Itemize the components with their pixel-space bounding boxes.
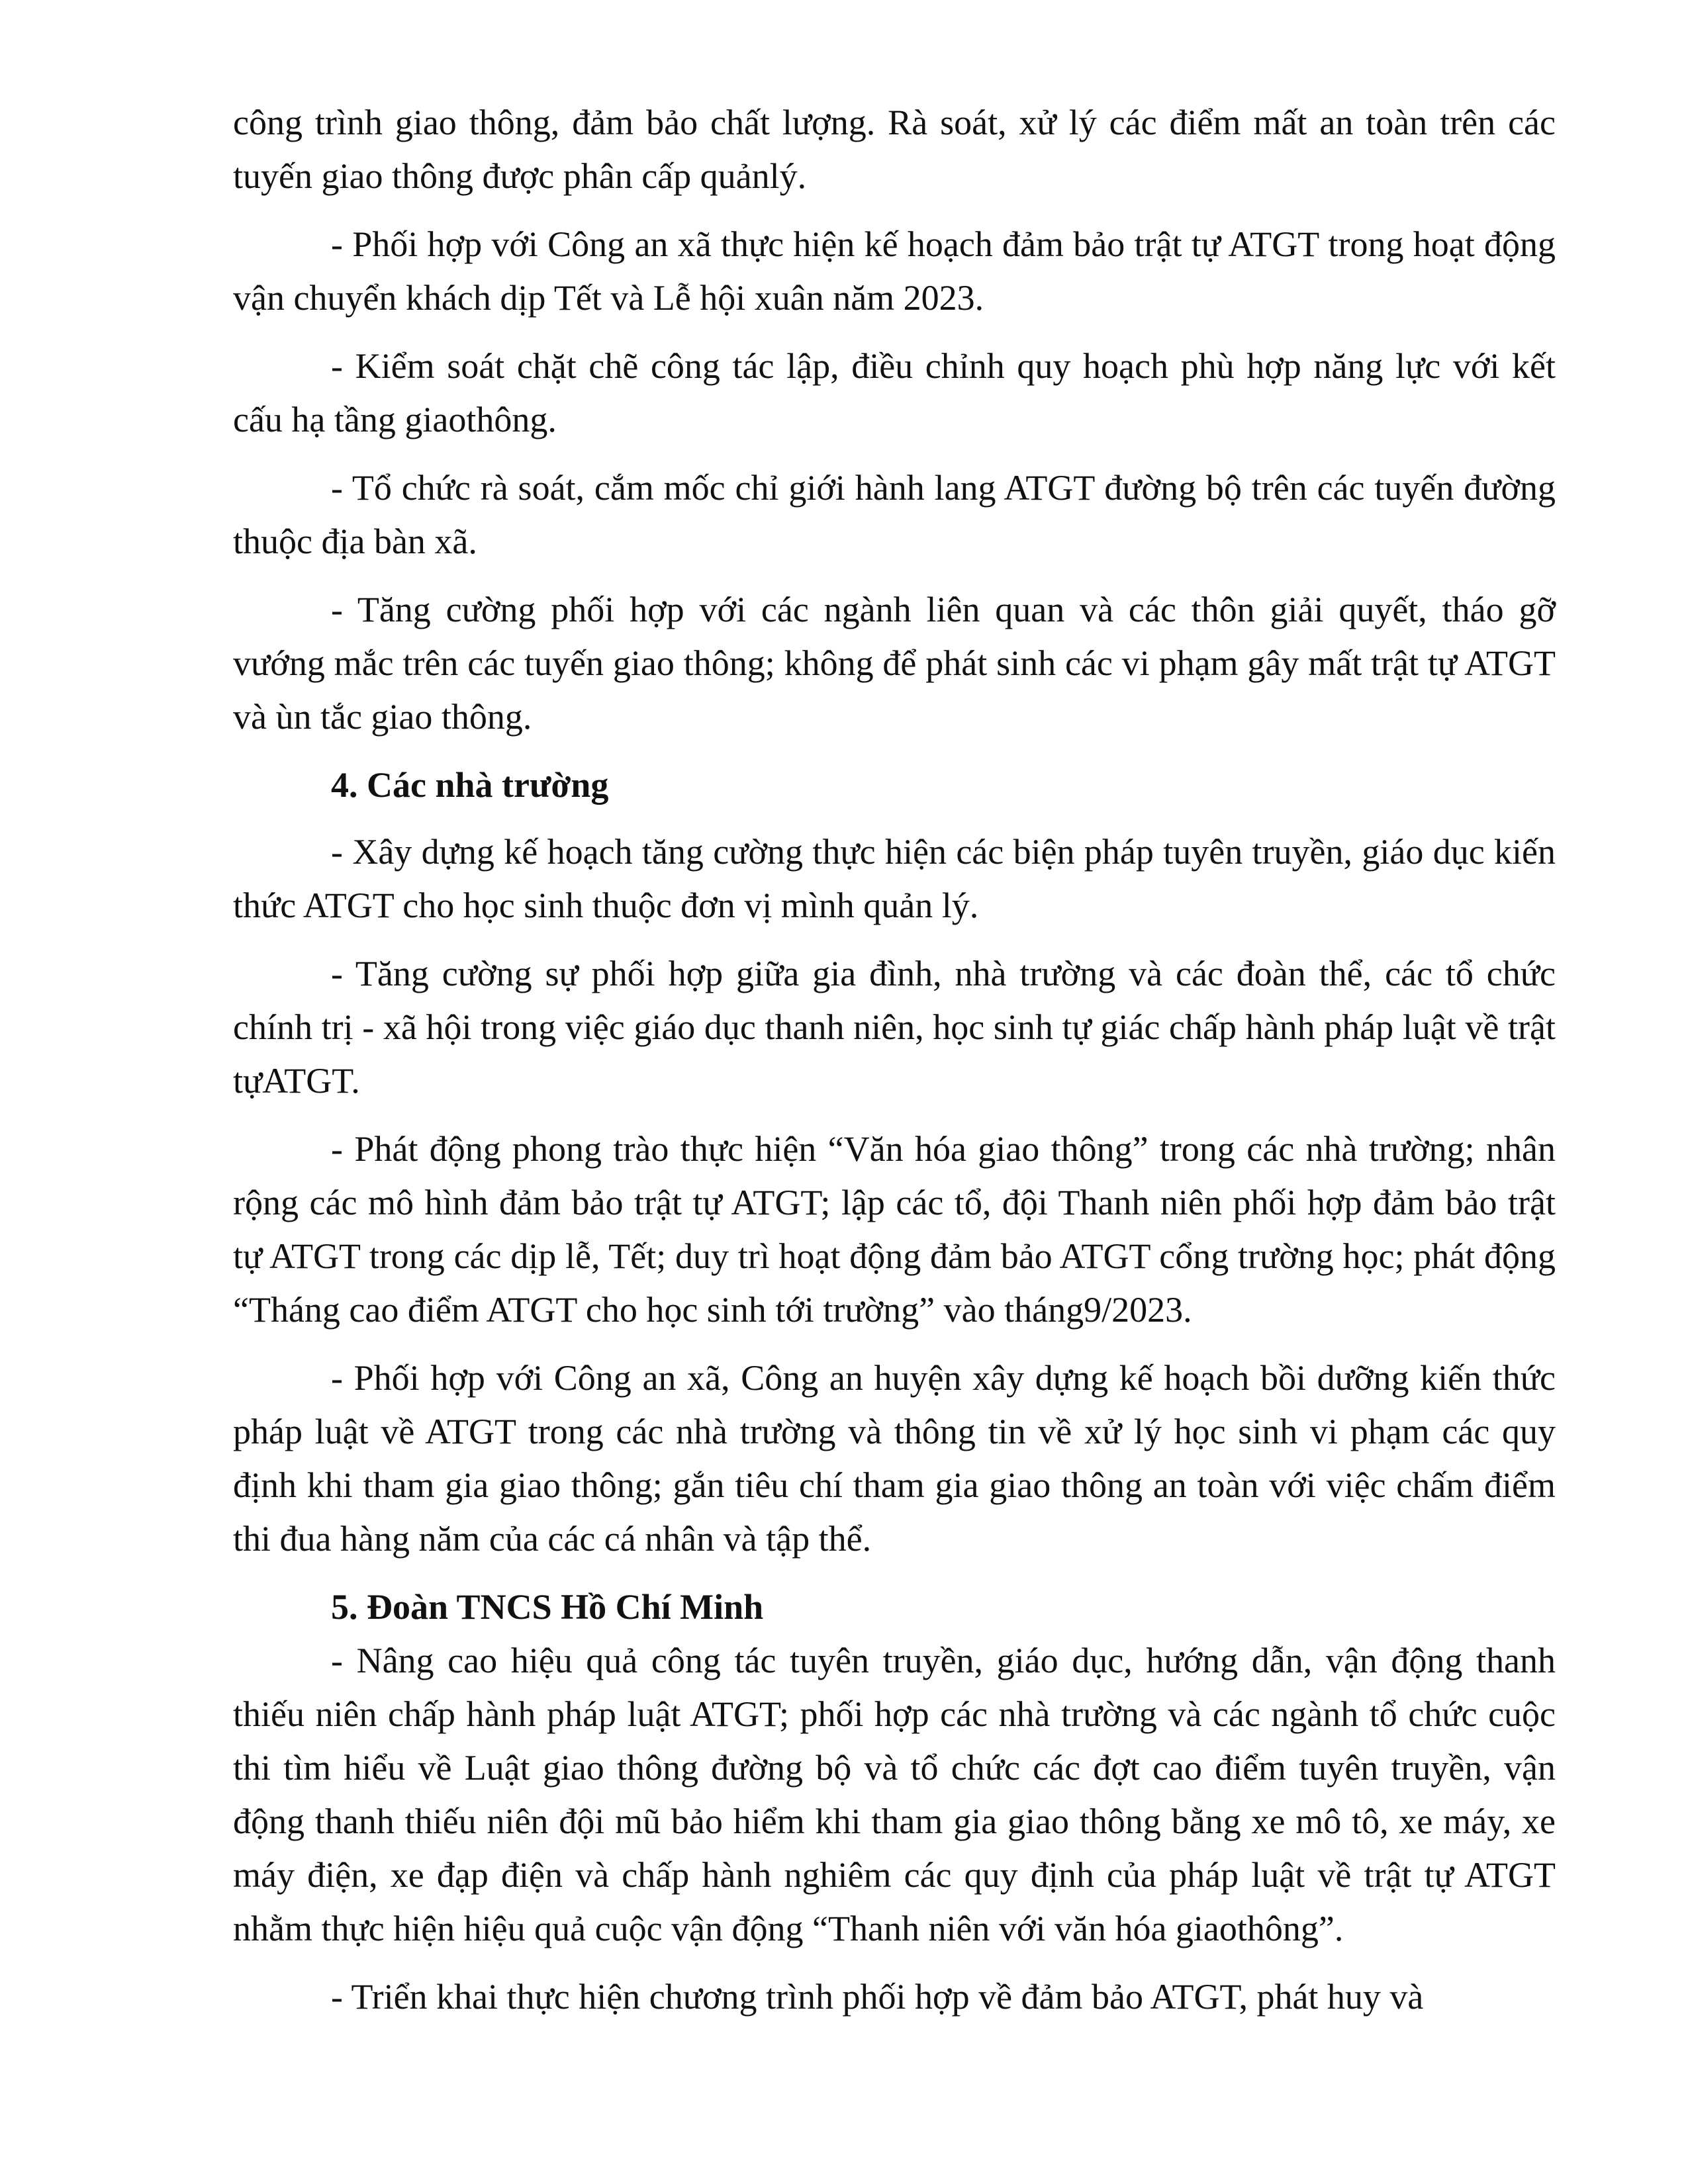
paragraph-resolve-obstacles: - Tăng cường phối hợp với các ngành liên quan và các thôn giải quyết, tháo gỡ vướng mắc trên các tuyến giao thông; không để phát sinh các vi phạm gây mất trật tự ATGT và ùn tắc giao thông. [233, 590, 1556, 737]
paragraph-continued: công trình giao thông, đảm bảo chất lượng. Rà soát, xử lý các điểm mất an toàn trên các tuyến giao thông được phân cấp quảnlý. [233, 103, 1556, 196]
section-heading-youth-union: 5. Đoàn TNCS Hồ Chí Minh [331, 1587, 764, 1627]
paragraph-youth-propaganda: - Nâng cao hiệu quả công tác tuyên truyền, giáo dục, hướng dẫn, vận động thanh thiếu niên chấp hành pháp luật ATGT; phối hợp các nhà trường và các ngành tổ chức cuộc thi tìm hiểu về Luật giao thông đường bộ và tổ chức các đợt cao điểm tuyên truyền, vận động thanh thiếu niên đội mũ bảo hiểm khi tham gia giao thông bằng xe mô tô, xe máy, xe máy điện, xe đạp điện và chấp hành nghiêm các quy định của pháp luật về trật tự ATGT nhằm thực hiện hiệu quả cuộc vận động “Thanh niên với văn hóa giaothông”. [233, 1641, 1556, 1948]
document-body [233, 96, 1556, 2038]
paragraph-legal-training: - Phối hợp với Công an xã, Công an huyện xây dựng kế hoạch bồi dưỡng kiến thức pháp luật về ATGT trong các nhà trường và thông tin về xử lý học sinh vi phạm các quy định khi tham gia giao thông; gắn tiêu chí tham gia giao thông an toàn với việc chấm điểm thi đua hàng năm của các cá nhân và tập thể. [233, 1358, 1556, 1559]
paragraph-coordinate-police-tet: - Phối hợp với Công an xã thực hiện kế hoạch đảm bảo trật tự ATGT trong hoạt động vận chuyển khách dịp Tết và Lễ hội xuân năm 2023. [233, 224, 1556, 318]
paragraph-family-school-cooperation: - Tăng cường sự phối hợp giữa gia đình, nhà trường và các đoàn thể, các tổ chức chính trị - xã hội trong việc giáo dục thanh niên, học sinh tự giác chấp hành pháp luật về trật tựATGT. [233, 954, 1556, 1101]
paragraph-planning-control: - Kiểm soát chặt chẽ công tác lập, điều chỉnh quy hoạch phù hợp năng lực với kết cấu hạ tầng giaothông. [233, 346, 1556, 439]
paragraph-school-plan: - Xây dựng kế hoạch tăng cường thực hiện các biện pháp tuyên truyền, giáo dục kiến thức ATGT cho học sinh thuộc đơn vị mình quản lý. [233, 832, 1556, 925]
paragraph-traffic-culture-campaign: - Phát động phong trào thực hiện “Văn hóa giao thông” trong các nhà trường; nhân rộng các mô hình đảm bảo trật tự ATGT; lập các tổ, đội Thanh niên phối hợp đảm bảo trật tự ATGT trong các dịp lễ, Tết; duy trì hoạt động đảm bảo ATGT cổng trường học; phát động “Tháng cao điểm ATGT cho học sinh tới trường” vào tháng9/2023. [233, 1129, 1556, 1330]
section-heading-schools: 4. Các nhà trường [331, 765, 609, 805]
paragraph-implement-program: - Triển khai thực hiện chương trình phối hợp về đảm bảo ATGT, phát huy và [331, 1977, 1424, 2017]
paragraph-corridor-markers: - Tổ chức rà soát, cắm mốc chỉ giới hành lang ATGT đường bộ trên các tuyến đường thuộc địa bàn xã. [233, 468, 1556, 561]
